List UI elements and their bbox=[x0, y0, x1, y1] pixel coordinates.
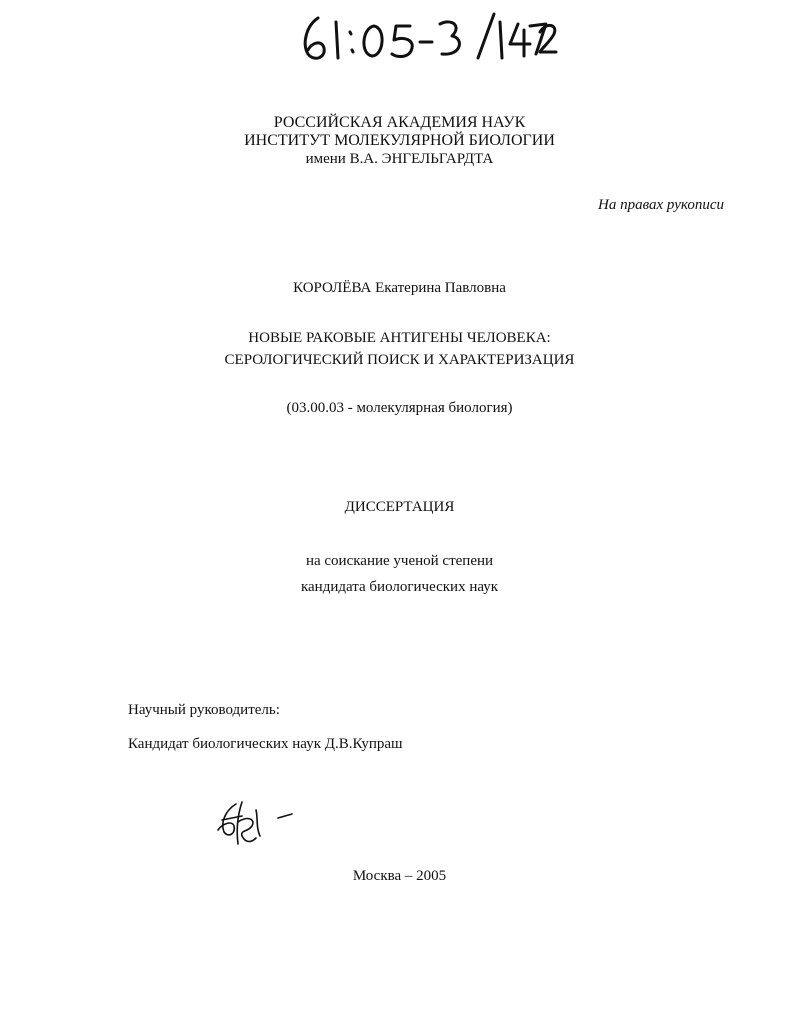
title-line-1: НОВЫЕ РАКОВЫЕ АНТИГЕНЫ ЧЕЛОВЕКА: bbox=[248, 330, 551, 346]
handwritten-archive-number bbox=[296, 8, 558, 66]
handwritten-signature bbox=[212, 798, 302, 850]
place-year: Москва – 2005 bbox=[352, 868, 447, 884]
supervisor-name: Кандидат биологических наук Д.В.Купраш bbox=[128, 736, 403, 752]
institution-line-1: РОССИЙСКАЯ АКАДЕМИЯ НАУК bbox=[273, 114, 526, 131]
supervisor-label: Научный руководитель: bbox=[128, 702, 280, 718]
institution-line-2: ИНСТИТУТ МОЛЕКУЛЯРНОЙ БИОЛОГИИ bbox=[244, 132, 555, 149]
title-line-2: СЕРОЛОГИЧЕСКИЙ ПОИСК И ХАРАКТЕРИЗАЦИЯ bbox=[224, 352, 575, 368]
institution-line-3: имени В.А. ЭНГЕЛЬГАРДТА bbox=[305, 151, 494, 167]
author-name: КОРОЛЁВА Екатерина Павловна bbox=[293, 280, 506, 296]
document-type: ДИССЕРТАЦИЯ bbox=[344, 499, 455, 515]
specialty: (03.00.03 - молекулярная биология) bbox=[286, 400, 513, 416]
degree-line-1: на соискание ученой степени bbox=[305, 553, 494, 569]
rights-note: На правах рукописи bbox=[598, 197, 724, 213]
degree-line-2: кандидата биологических наук bbox=[300, 579, 499, 595]
